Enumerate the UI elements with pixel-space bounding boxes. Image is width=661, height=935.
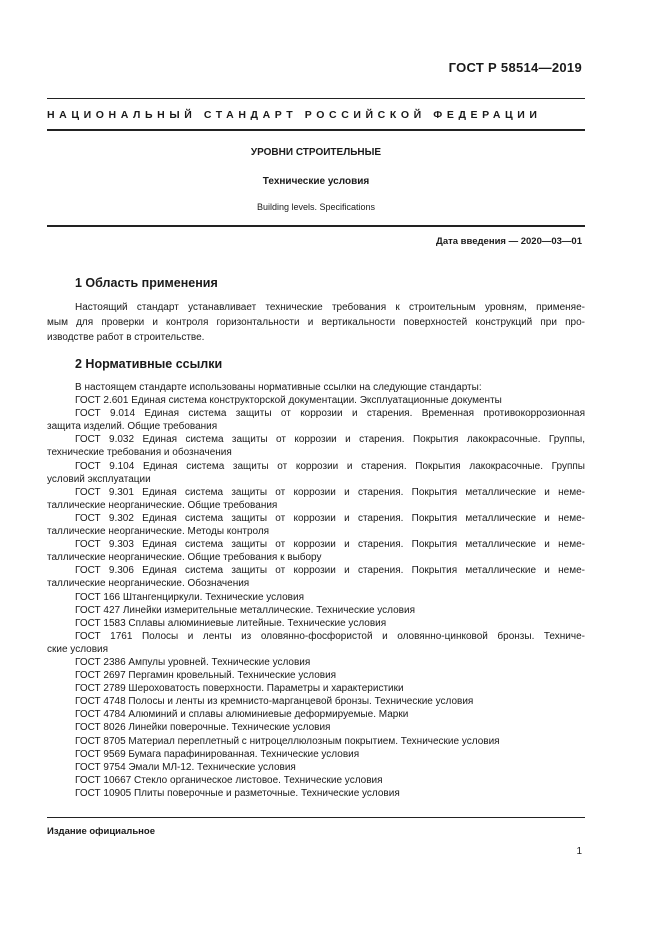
- section-2-heading: 2 Нормативные ссылки: [75, 357, 223, 371]
- reference-line: ГОСТ 10905 Плиты поверочные и разметочные. Технические условия: [75, 787, 400, 799]
- document-title: УРОВНИ СТРОИТЕЛЬНЫЕ: [250, 147, 382, 158]
- document-subtitle: Технические условия: [262, 176, 370, 187]
- reference-line: ГОСТ 1761 Полосы и ленты из оловянно-фосфористой и оловянно-цинковой бронзы. Техниче-: [75, 630, 585, 642]
- reference-line: ГОСТ 166 Штангенциркули. Технические условия: [75, 591, 304, 603]
- reference-line: ГОСТ 9569 Бумага парафинированная. Технические условия: [75, 748, 360, 760]
- reference-line: ГОСТ 9.032 Единая система защиты от коррозии и старения. Покрытия лакокрасочные. Группы,: [75, 434, 585, 446]
- introduction-date: Дата введения — 2020—03—01: [436, 236, 582, 247]
- section-1-heading: 1 Область применения: [75, 276, 218, 290]
- title-divider-top: [47, 129, 585, 131]
- reference-line: ГОСТ 4784 Алюминий и сплавы алюминиевые деформируемые. Марки: [75, 709, 409, 721]
- reference-line: условий эксплуатации: [47, 473, 151, 485]
- reference-line: ГОСТ 4748 Полосы и ленты из кремнисто-марганцевой бронзы. Технические условия: [75, 696, 474, 708]
- reference-line: таллические неорганические. Обозначения: [47, 578, 250, 590]
- reference-line: ГОСТ 8026 Линейки поверочные. Технические условия: [75, 722, 331, 734]
- reference-line: ские условия: [47, 643, 109, 655]
- reference-line: защита изделий. Общие требования: [47, 421, 218, 433]
- normative-references-list: [47, 381, 585, 800]
- paragraph-line: Настоящий стандарт устанавливает технические требования к строительным уровням, применяе-: [75, 302, 585, 313]
- edition-note: Издание официальное: [47, 826, 155, 837]
- reference-line: ГОСТ 2789 Шероховатость поверхности. Параметры и характеристики: [75, 683, 404, 695]
- paragraph-line: мым для проверки и контроля горизонтальности и вертикальности поверхностей конструкций при про-: [47, 317, 585, 328]
- top-divider: [47, 98, 585, 99]
- title-divider-bottom: [47, 225, 585, 227]
- reference-line: ГОСТ 2386 Ампулы уровней. Технические условия: [75, 656, 311, 668]
- reference-line: ГОСТ 9.301 Единая система защиты от коррозии и старения. Покрытия металлические и неме-: [75, 486, 585, 498]
- reference-line: ГОСТ 9754 Эмали МЛ-12. Технические условия: [75, 761, 296, 773]
- reference-line: таллические неорганические. Общие требования: [47, 499, 278, 511]
- reference-line: ГОСТ 9.306 Единая система защиты от коррозии и старения. Покрытия металлические и неме-: [75, 565, 585, 577]
- reference-line: ГОСТ 1583 Сплавы алюминиевые литейные. Технические условия: [75, 617, 387, 629]
- footer-divider: [47, 817, 585, 818]
- reference-line: таллические неорганические. Общие требования к выбору: [47, 552, 322, 564]
- reference-intro: В настоящем стандарте использованы нормативные ссылки на следующие стандарты:: [75, 382, 482, 393]
- reference-line: таллические неорганические. Методы контроля: [47, 526, 270, 538]
- document-title-english: Building levels. Specifications: [256, 202, 376, 212]
- reference-line: ГОСТ 427 Линейки измерительные металлические. Технические условия: [75, 604, 415, 616]
- reference-line: ГОСТ 2697 Пергамин кровельный. Технические условия: [75, 670, 337, 682]
- paragraph-line: изводстве работ в строительстве.: [47, 332, 205, 343]
- reference-line: ГОСТ 8705 Материал переплетный с нитроцеллюлозным покрытием. Технические условия: [75, 735, 500, 747]
- section-1-paragraph: [47, 300, 585, 345]
- national-standard-heading: НАЦИОНАЛЬНЫЙ СТАНДАРТ РОССИЙСКОЙ ФЕДЕРАЦИИ: [47, 109, 542, 121]
- gost-number: ГОСТ Р 58514—2019: [448, 60, 582, 75]
- reference-line: ГОСТ 9.303 Единая система защиты от коррозии и старения. Покрытия металлические и неме-: [75, 539, 585, 551]
- reference-line: технические требования и обозначения: [47, 447, 232, 459]
- reference-line: ГОСТ 2.601 Единая система конструкторской документации. Эксплуатационные документы: [75, 395, 502, 407]
- reference-line: ГОСТ 9.014 Единая система защиты от коррозии и старения. Временная противокоррозионная: [75, 408, 585, 420]
- page-number: 1: [576, 846, 582, 857]
- reference-line: ГОСТ 9.302 Единая система защиты от коррозии и старения. Покрытия металлические и неме-: [75, 512, 585, 524]
- reference-line: ГОСТ 9.104 Единая система защиты от коррозии и старения. Покрытия лакокрасочные. Группы: [75, 460, 585, 472]
- reference-line: ГОСТ 10667 Стекло органическое листовое. Технические условия: [75, 774, 383, 786]
